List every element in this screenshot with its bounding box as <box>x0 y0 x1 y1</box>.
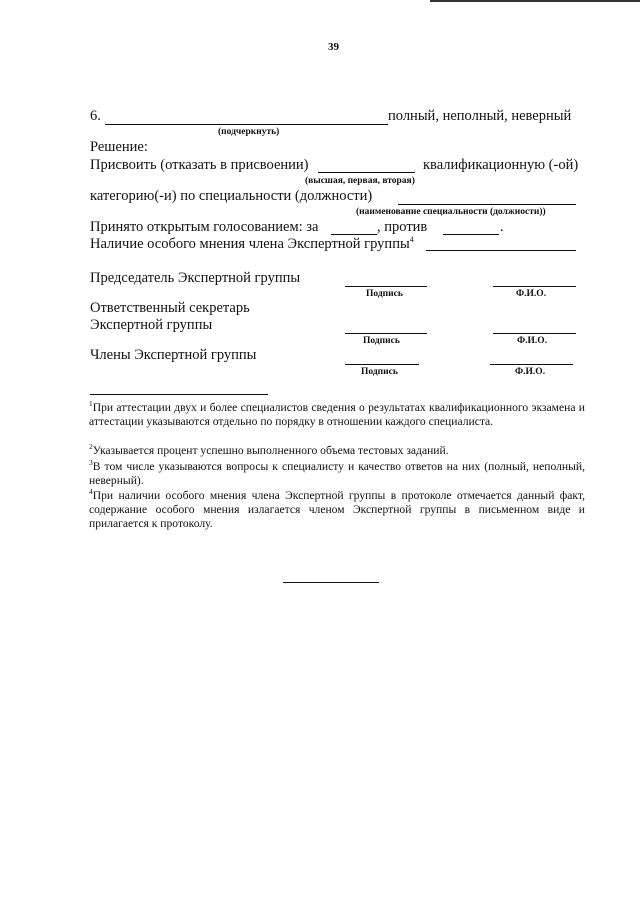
chairman-name-line <box>493 286 576 287</box>
dissent-footnote-ref: 4 <box>409 235 414 244</box>
category-text: категорию(-и) по специальности (должности) <box>90 188 373 204</box>
members-signature-line <box>345 364 419 365</box>
assign-text: Присвоить (отказать в присвоении) <box>90 157 309 173</box>
secretary-name-label: Ф.И.О. <box>517 336 548 346</box>
specialty-blank-line <box>398 204 576 205</box>
item6-blank-line <box>105 124 388 125</box>
secretary-label-1: Ответственный секретарь <box>90 300 250 316</box>
vote-against: , против <box>377 219 428 235</box>
members-name-label: Ф.И.О. <box>515 367 546 377</box>
end-separator <box>283 582 379 583</box>
chairman-signature-label: Подпись <box>366 289 403 299</box>
chairman-label: Председатель Экспертной группы <box>90 270 301 286</box>
item6-note: (подчеркнуть) <box>218 127 280 137</box>
members-label: Члены Экспертной группы <box>90 347 257 363</box>
footnote-separator <box>90 394 268 395</box>
footnote-1: $^1$При аттестации двух и более специалистов сведения о результатах квалификационного экзамена и аттестации указываются отдельно по порядку в отношении каждого специалиста. <box>89 399 585 428</box>
page-number: 39 <box>328 41 339 53</box>
members-signature-label: Подпись <box>361 367 398 377</box>
qualification-text: квалификационную (-ой) <box>423 157 579 173</box>
secretary-signature-label: Подпись <box>363 336 400 346</box>
chairman-signature-line <box>345 286 427 287</box>
dissent-text: Наличие особого мнения члена Экспертной группы$^4$ <box>90 235 414 252</box>
footnote-3: $^3$В том числе указываются вопросы к специалисту и качество ответов на них (полный, неполный, неверный). <box>89 458 585 487</box>
item-number: 6. <box>90 108 101 124</box>
scan-edge-line <box>430 0 640 2</box>
secretary-name-line <box>493 333 576 334</box>
vote-text: Принято открытым голосованием: за <box>90 219 319 235</box>
footnote-4: $^4$При наличии особого мнения члена Экспертной группы в протоколе отмечается данный факт, содержание особого мнения излагается членом Экспертной группы в письменном виде и прилагается к протоколу. <box>89 487 585 530</box>
decision-label: Решение: <box>90 139 148 155</box>
members-name-line <box>490 364 573 365</box>
vote-against-blank-line <box>443 234 499 235</box>
specialty-note: (наименование специальности (должности)) <box>356 207 546 217</box>
vote-end: . <box>500 219 504 235</box>
assign-blank-line <box>318 172 415 173</box>
item6-options: полный, неполный, неверный <box>388 108 572 124</box>
dissent-blank-line <box>426 250 576 251</box>
category-note: (высшая, первая, вторая) <box>305 176 415 186</box>
footnote-2: $^2$Указывается процент успешно выполненного объема тестовых заданий. <box>89 442 449 457</box>
secretary-label-2: Экспертной группы <box>90 317 213 333</box>
chairman-name-label: Ф.И.О. <box>516 289 547 299</box>
secretary-signature-line <box>345 333 427 334</box>
